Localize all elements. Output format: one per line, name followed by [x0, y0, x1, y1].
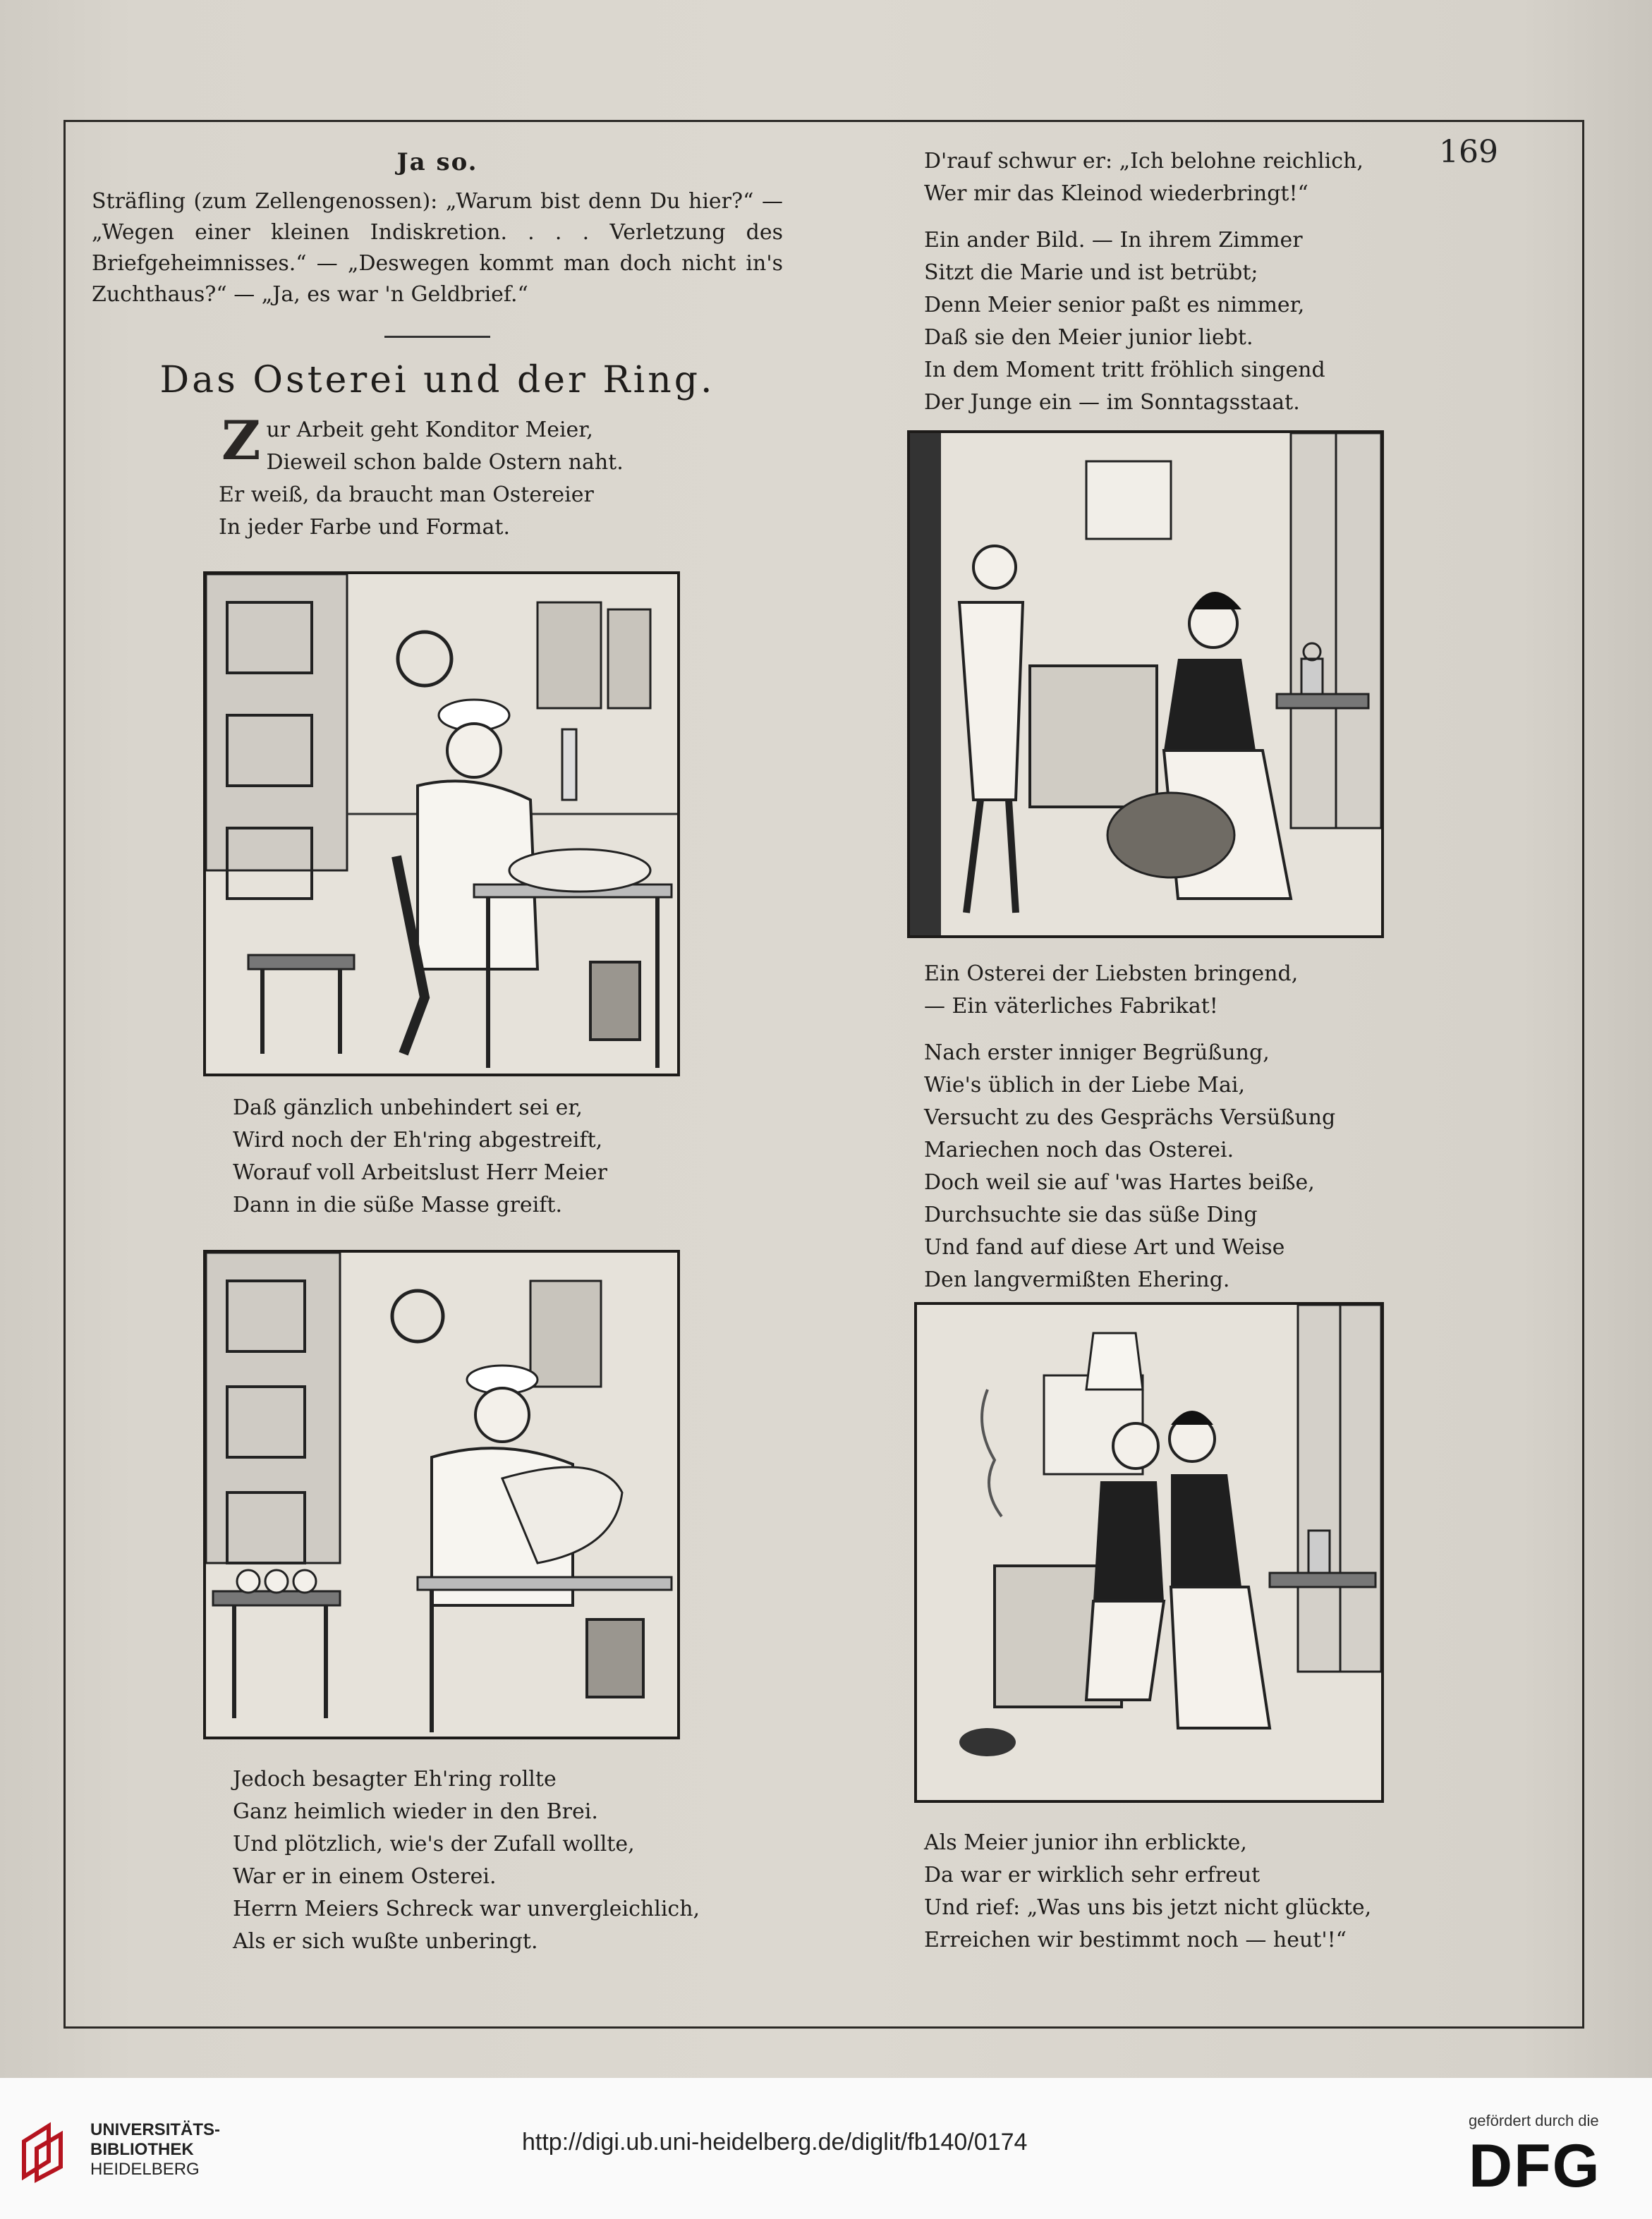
- footer-bar: [0, 2078, 1652, 2219]
- library-line-1: UNIVERSITÄTS-: [90, 2120, 221, 2139]
- story-title: Das Osterei und der Ring.: [159, 359, 715, 401]
- illustration-couple: [914, 1302, 1384, 1803]
- stanza-1-text: ur Arbeit geht Konditor Meier, Dieweil schon balde Ostern naht. Er weiß, da braucht man Ostereier In jeder Farbe und Format.: [219, 418, 624, 540]
- page-number: 169: [1439, 134, 1498, 170]
- stanza-5: Ein ander Bild. — In ihrem Zimmer Sitzt die Marie und ist betrübt; Denn Meier senior paßt es nimmer, Daß sie den Meier junior liebt. In dem Moment tritt fröhlich singend Der Junge ein — im Sonntagsstaat.: [924, 228, 1325, 415]
- stanza-4: D'rauf schwur er: „Ich belohne reichlich, Wer mir das Kleinod wiederbringt!“: [924, 149, 1363, 206]
- left-column: [92, 148, 783, 544]
- joke-text: Sträfling (zum Zellengenossen): „Warum bist denn Du hier?“ — „Wegen einer kleinen Indiskretion. . . . Verletzung des Briefgeheimnisses.“ — „Deswegen kommt man doch nicht in's Zuchthaus?“ — „Ja, es war 'n Geldbrief.“: [92, 189, 783, 307]
- dfg-logo: DFG: [1469, 2132, 1601, 2200]
- library-name: [90, 2120, 220, 2180]
- illustration-marie-sad: [907, 430, 1384, 938]
- stanza-1: [92, 409, 783, 544]
- stanza-3: Jedoch besagter Eh'ring rollte Ganz heimlich wieder in den Brei. Und plötzlich, wie's der Zufall wollte, War er in einem Osterei. Herrn Meiers Schreck war unvergleichlich, Als er sich wußte unberingt.: [233, 1767, 700, 1954]
- stanza-8: Als Meier junior ihn erblickte, Da war er wirklich sehr erfreut Und rief: „Was uns bis jetzt nicht glückte, Erreichen wir bestimmt noch — heut'!“: [924, 1830, 1372, 1952]
- illustration-baker-kneading: [203, 1250, 680, 1739]
- library-line-3: HEIDELBERG: [90, 2160, 200, 2179]
- stanza-2: Daß gänzlich unbehindert sei er, Wird noch der Eh'ring abgestreift, Worauf voll Arbeitslust Herr Meier Dann in die süße Masse greift.: [233, 1095, 607, 1217]
- divider: [384, 336, 490, 338]
- permalink-url[interactable]: http://digi.ub.uni-heidelberg.de/diglit/fb140/0174: [522, 2129, 1028, 2156]
- library-line-2: BIBLIOTHEK: [90, 2140, 194, 2159]
- stanza-6: Ein Osterei der Liebsten bringend, — Ein väterliches Fabrikat!: [924, 961, 1299, 1019]
- ub-logo-icon: [17, 2120, 80, 2184]
- stanza-7: Nach erster inniger Begrüßung, Wie's üblich in der Liebe Mai, Versucht zu des Gesprächs Versüßung Mariechen noch das Osterei. Doch weil sie auf 'was Hartes beiße, Durchsuchte sie das süße Ding Und fand auf diese Art und Weise Den langvermißten Ehering.: [924, 1040, 1336, 1292]
- drop-cap: Z: [221, 409, 261, 472]
- funded-by-caption: gefördert durch die: [1469, 2112, 1599, 2129]
- joke-title: Ja so.: [396, 148, 478, 176]
- illustration-baker-dough: [203, 571, 680, 1076]
